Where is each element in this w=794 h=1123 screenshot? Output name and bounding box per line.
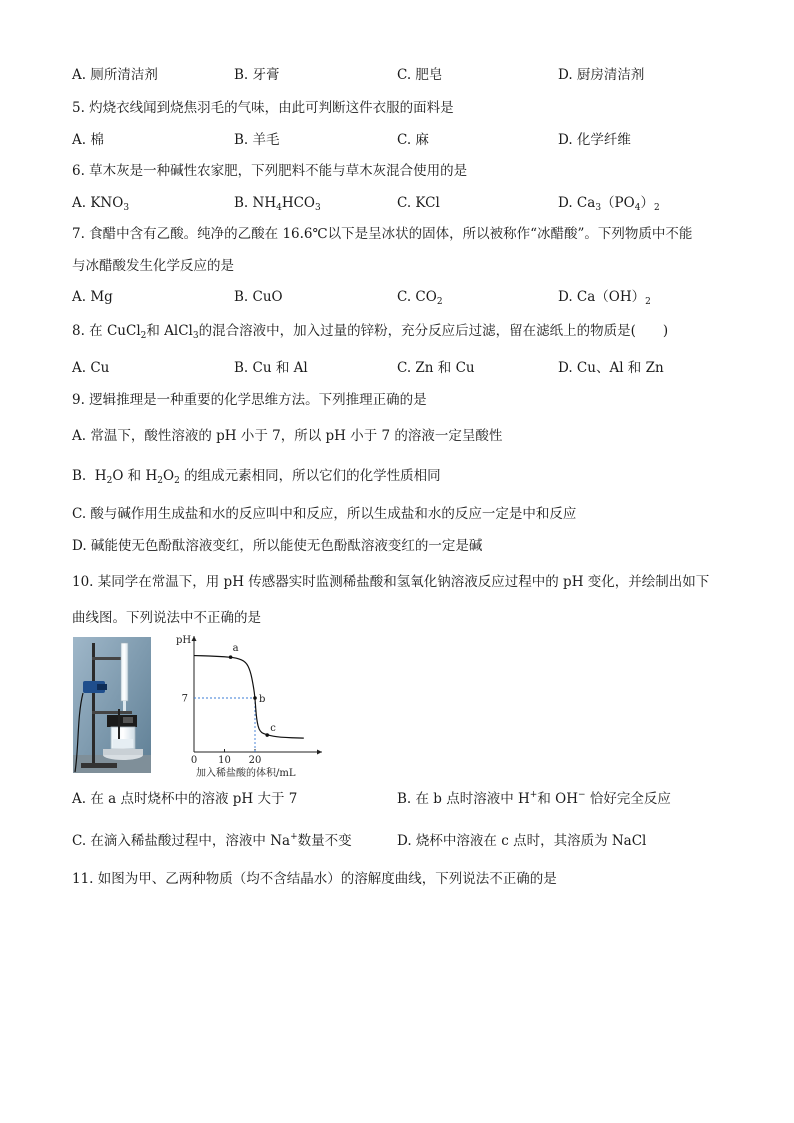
q8-option-c[interactable]: C. Zn 和 Cu	[397, 360, 475, 376]
chart-x-arrow	[317, 750, 322, 755]
q10-options-row2	[72, 832, 732, 850]
q7-stem-line2: 与冰醋酸发生化学反应的是	[72, 258, 234, 274]
chart-x-tick-label: 10	[218, 755, 231, 766]
chart-point-c	[265, 733, 269, 737]
chart-xlabel: 加入稀盐酸的体积/mL	[196, 768, 296, 779]
q9-option-d[interactable]: D. 碱能使无色酚酞溶液变红，所以能使无色酚酞溶液变红的一定是碱	[72, 538, 483, 554]
q9-option-c[interactable]: C. 酸与碱作用生成盐和水的反应叫中和反应，所以生成盐和水的反应一定是中和反应	[72, 506, 577, 522]
chart-point-b	[253, 696, 257, 700]
q6-option-c[interactable]: C. KCl	[397, 195, 440, 211]
q5-option-a[interactable]: A. 棉	[72, 132, 104, 148]
chart-point-label-c: c	[270, 723, 276, 735]
q7-option-d[interactable]: D. $Ca(OH)_2$	[558, 289, 651, 307]
q9-option-a[interactable]: A. 常温下，酸性溶液的 pH 小于 7，所以 pH 小于 7 的溶液一定呈酸性	[72, 428, 503, 444]
q4-option-d[interactable]: D. 厨房清洁剂	[558, 67, 645, 83]
q5-option-c[interactable]: C. 麻	[397, 132, 429, 148]
chart-ylabel: pH	[176, 635, 192, 646]
chart-ph-curve	[194, 656, 304, 739]
q7-options	[72, 288, 732, 306]
q8-options	[72, 359, 732, 377]
q8-option-b[interactable]: B. Cu 和 Al	[234, 360, 308, 376]
lab-apparatus-image	[73, 637, 151, 773]
chart-point-label-b: b	[259, 694, 266, 705]
q6-option-d[interactable]: D. $Ca_3(PO_4)_2$	[558, 195, 660, 213]
q8-option-a[interactable]: A. Cu	[72, 360, 110, 376]
q6-option-b[interactable]: B. $NH_4HCO_3$	[234, 195, 321, 213]
q6-options	[72, 194, 732, 212]
q10-option-b[interactable]: B. 在 b 点时溶液中 H+和 OH− 恰好完全反应	[397, 790, 671, 807]
q10-option-d[interactable]: D. 烧杯中溶液在 c 点时，其溶质为 NaCl	[397, 833, 647, 849]
chart-point-a	[229, 655, 233, 659]
q4-option-b[interactable]: B. 牙膏	[234, 67, 280, 83]
q8-stem: 8. 在 CuCl$_2$和 AlCl$_3$的混合溶液中，加入过量的锌粉，充分反应后过滤，留在滤纸上的物质是( )	[72, 323, 669, 341]
chart-x-tick-label: 20	[248, 755, 262, 766]
chart-point-label-a: a	[232, 643, 239, 655]
q11-stem: 11. 如图为甲、乙两种物质（均不含结晶水）的溶解度曲线，下列说法不正确的是	[72, 871, 557, 887]
q5-stem: 5. 灼烧衣线闻到烧焦羽毛的气味，由此可判断这件衣服的面料是	[72, 100, 454, 116]
q8-option-d[interactable]: D. Cu、Al 和 Zn	[558, 360, 664, 376]
chart-x-tick-label: 0	[190, 755, 198, 766]
q10-stem-line1: 10. 某同学在常温下，用 pH 传感器实时监测稀盐酸和氢氧化钠溶液反应过程中的 pH 变化，并绘制出如下	[72, 574, 710, 590]
q10-stem-line2: 曲线图。下列说法中不正确的是	[72, 610, 261, 626]
q10-options-row1	[72, 790, 732, 808]
q4-option-c[interactable]: C. 肥皂	[397, 67, 443, 83]
q6-option-a[interactable]: A. $KNO_3$	[72, 195, 130, 213]
q7-option-c[interactable]: C. $CO_2$	[397, 289, 443, 307]
q5-option-d[interactable]: D. 化学纤维	[558, 132, 631, 148]
q6-stem: 6. 草木灰是一种碱性农家肥，下列肥料不能与草木灰混合使用的是	[72, 163, 468, 179]
q4-options	[72, 66, 732, 84]
q7-stem-line1: 7. 食醋中含有乙酸。纯净的乙酸在 16.6℃以下是呈冰状的固体，所以被称作“冰醋酸”。下列物质中不能	[72, 226, 693, 242]
q5-option-b[interactable]: B. 羊毛	[234, 132, 280, 148]
q10-option-a[interactable]: A. 在 a 点时烧杯中的溶液 pH 大于 7	[72, 791, 298, 807]
q9-stem: 9. 逻辑推理是一种重要的化学思维方法。下列推理正确的是	[72, 392, 427, 408]
q7-option-a[interactable]: A. Mg	[72, 289, 113, 305]
q5-options	[72, 131, 732, 149]
chart-y-arrow	[192, 636, 197, 641]
ph-titration-chart	[168, 632, 328, 780]
chart-y-tick-label: 7	[181, 693, 188, 705]
q10-option-c[interactable]: C. 在滴入稀盐酸过程中，溶液中 Na+数量不变	[72, 832, 352, 849]
q4-option-a[interactable]: A. 厕所清洁剂	[72, 67, 158, 83]
q9-option-b[interactable]: B. $H_2O$ 和 $H_2O_2$ 的组成元素相同，所以它们的化学性质相同	[72, 468, 441, 486]
q7-option-b[interactable]: B. CuO	[234, 289, 283, 305]
